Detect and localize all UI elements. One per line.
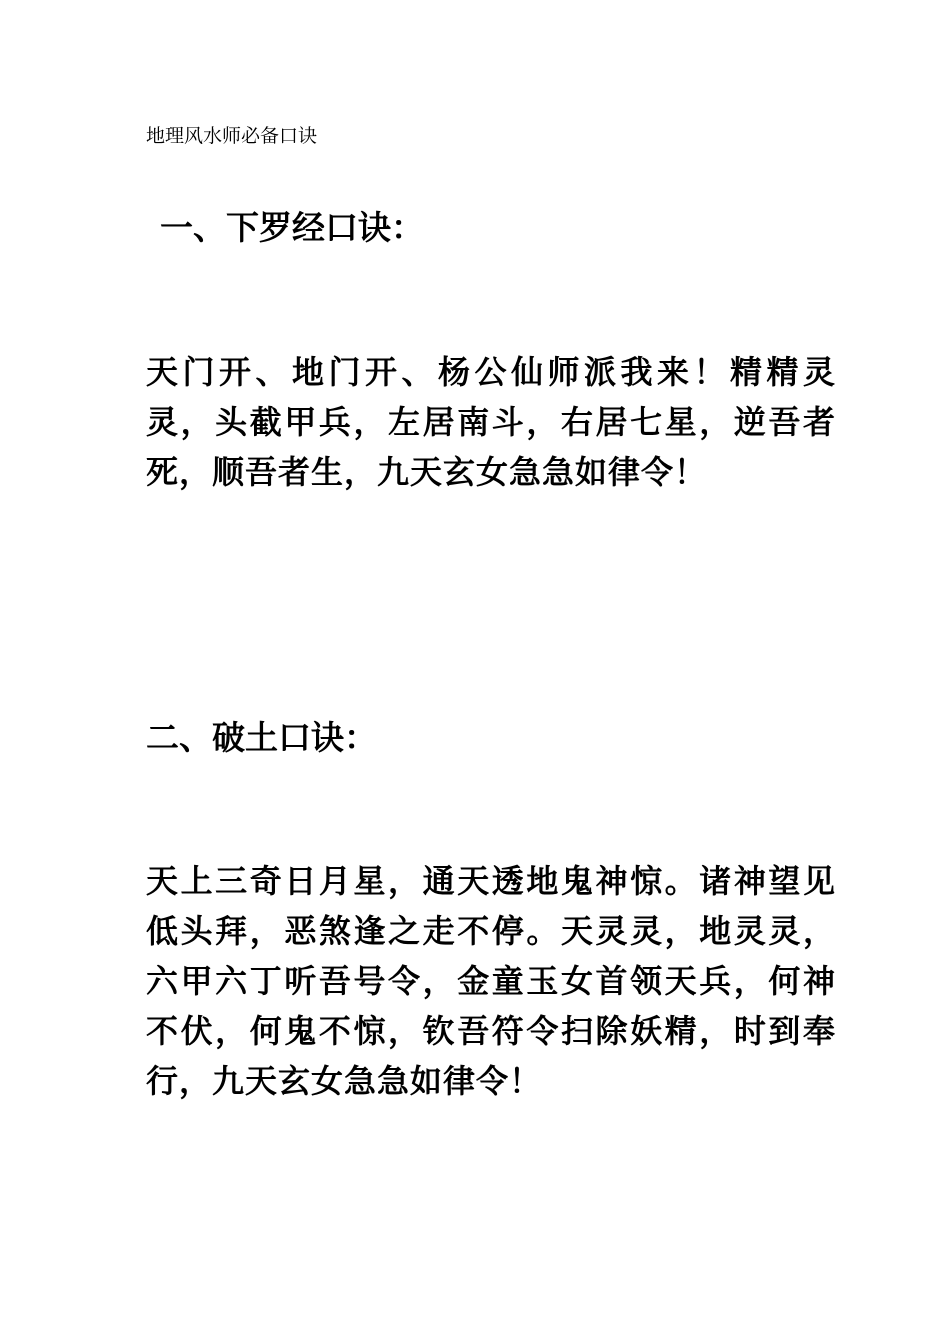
section-heading-potu: 二、破土口诀： — [146, 718, 377, 757]
section-body-luojing: 天门开、地门开、杨公仙师派我来！精精灵灵，头截甲兵，左居南斗，右居七星，逆吾者死，顺吾者生，九天玄女急急如律令！ — [146, 353, 836, 491]
section-body-potu: 天上三奇日月星，通天透地鬼神惊。诸神望见低头拜，恶煞逢之走不停。天灵灵，地灵灵，六甲六丁听吾号令，金童玉女首领天兵，何神不伏，何鬼不惊，钦吾符令扫除妖精，时到奉行，九天玄女急急如律令！ — [146, 862, 836, 1100]
document-title: 地理风水师必备口诀 — [146, 125, 318, 147]
section-heading-luojing: 一、下罗经口诀： — [160, 208, 424, 247]
